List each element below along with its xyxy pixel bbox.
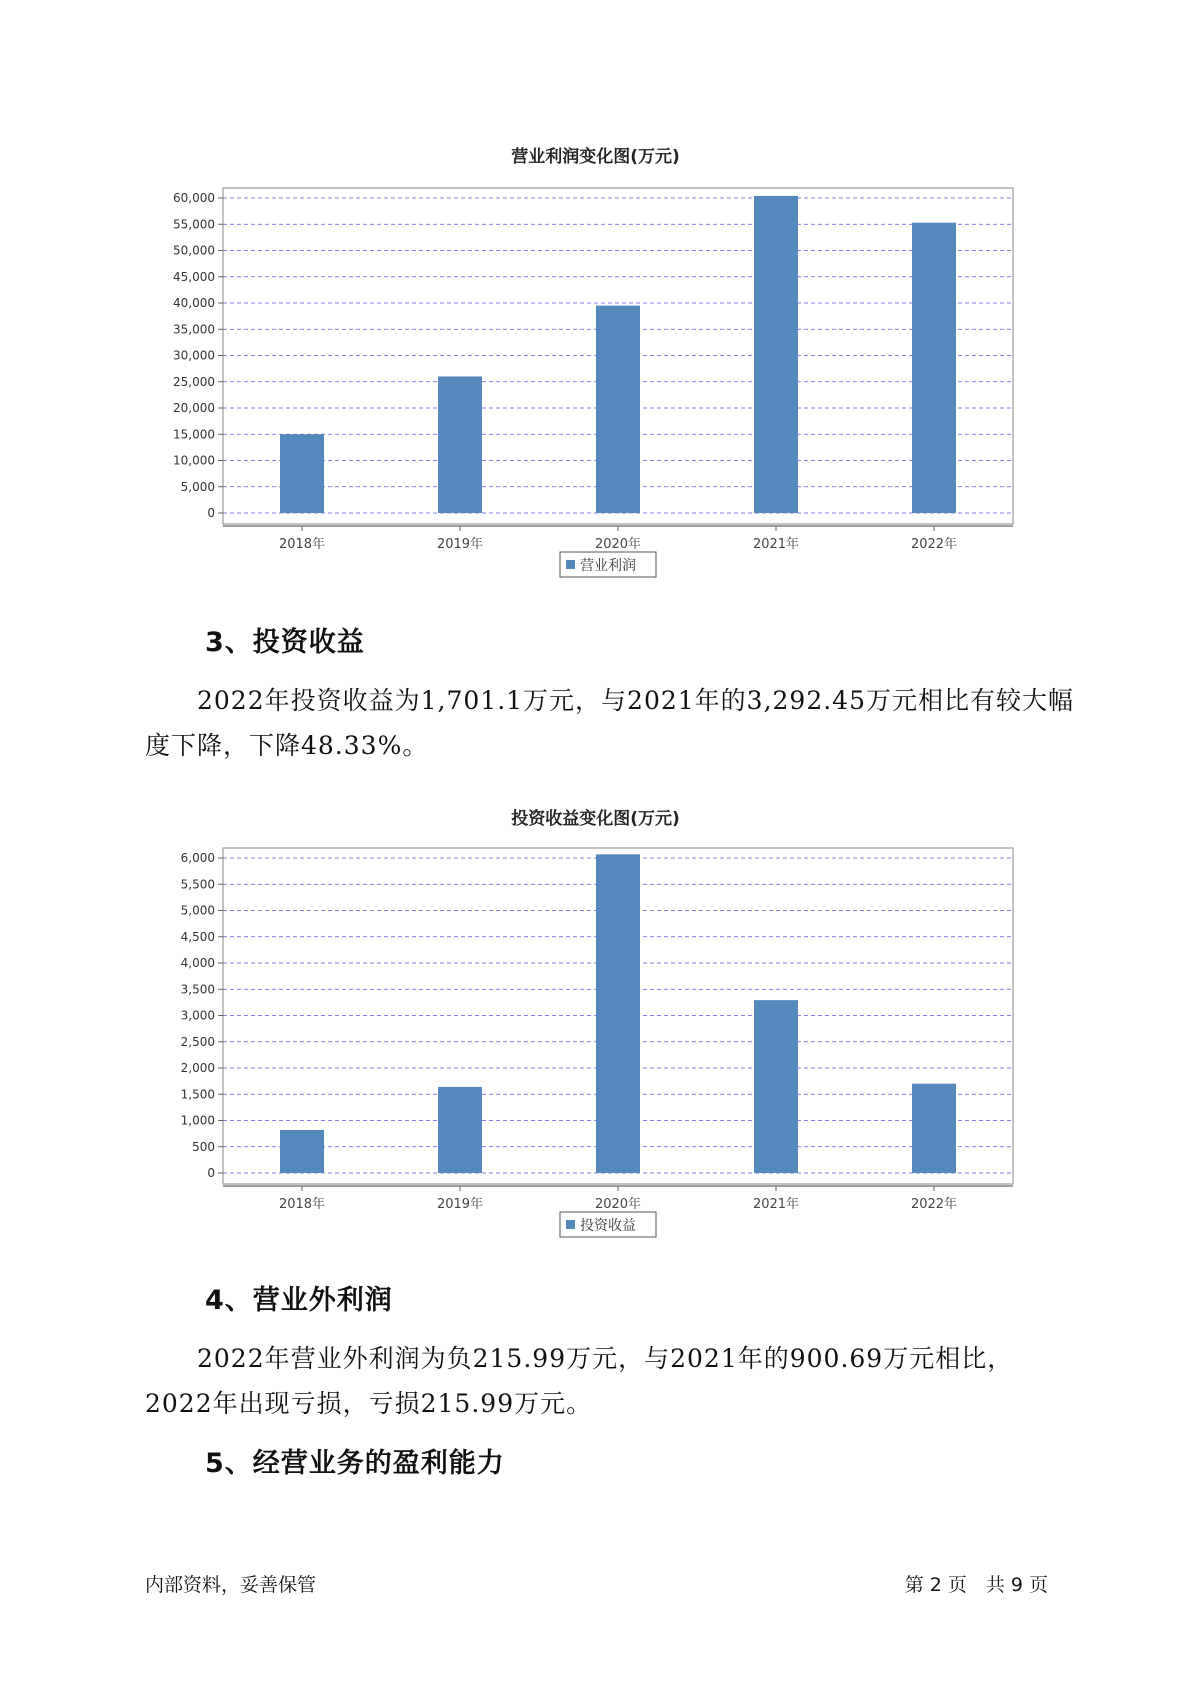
y-tick-label: 25,000 — [173, 374, 215, 389]
chart2-investment-income — [0, 840, 1191, 1260]
legend-label: 投资收益 — [580, 1218, 636, 1234]
x-tick-label: 2020年 — [594, 1197, 642, 1212]
y-tick-label: 6,000 — [180, 851, 215, 865]
footer-confidential-note: 内部资料，妥善保管 — [145, 1574, 317, 1596]
section3-heading: 3、投资收益 — [205, 627, 365, 658]
y-tick-label: 5,000 — [180, 903, 215, 918]
page-current: 2 — [929, 1574, 942, 1596]
section4-paragraph: 2022年营业外利润为负215.99万元，与2021年的900.69万元相比，2022年出现亏损，亏损215.99万元。 — [145, 1344, 1014, 1418]
x-tick-label: 2022年 — [910, 1197, 958, 1212]
bar — [596, 306, 640, 513]
y-tick-label: 3,500 — [180, 982, 215, 997]
chart1-title: 营业利润变化图(万元) — [511, 147, 680, 167]
bar — [754, 196, 798, 513]
y-tick-label: 0 — [207, 1166, 215, 1180]
y-tick-label: 30,000 — [173, 348, 215, 363]
page-suffix: 页 — [1028, 1574, 1048, 1596]
page-total: 9 — [1010, 1574, 1023, 1596]
legend-swatch — [566, 1220, 575, 1229]
section5-heading: 5、经营业务的盈利能力 — [205, 1448, 505, 1479]
page-prefix: 第 — [904, 1574, 924, 1596]
y-tick-label: 20,000 — [173, 401, 215, 415]
x-tick-label: 2018年 — [278, 1197, 326, 1212]
y-tick-label: 1,500 — [180, 1087, 215, 1102]
x-tick-label: 2021年 — [752, 1197, 800, 1212]
legend-swatch — [566, 560, 575, 569]
y-tick-label: 50,000 — [173, 243, 215, 258]
y-tick-label: 4,500 — [180, 929, 215, 944]
y-tick-label: 2,500 — [180, 1034, 215, 1049]
chart1-operating-profit — [0, 180, 1191, 600]
y-tick-label: 1,000 — [180, 1113, 215, 1128]
y-tick-label: 35,000 — [173, 322, 215, 337]
y-tick-label: 500 — [192, 1139, 215, 1154]
y-tick-label: 2,000 — [180, 1061, 215, 1075]
y-tick-label: 4,000 — [180, 956, 215, 970]
x-tick-label: 2021年 — [752, 537, 800, 552]
legend-label: 营业利润 — [580, 558, 636, 574]
page-mid: 页 共 — [947, 1574, 1005, 1596]
y-tick-label: 60,000 — [173, 191, 215, 205]
x-tick-label: 2020年 — [594, 537, 642, 552]
section4-heading: 4、营业外利润 — [205, 1285, 393, 1316]
bar — [438, 377, 482, 514]
bar — [912, 1084, 956, 1173]
bar — [438, 1087, 482, 1173]
y-tick-label: 55,000 — [173, 217, 215, 232]
y-tick-label: 0 — [207, 506, 215, 520]
y-tick-label: 45,000 — [173, 269, 215, 284]
x-tick-label: 2019年 — [436, 1197, 484, 1212]
y-tick-label: 3,000 — [180, 1008, 215, 1023]
y-tick-label: 5,000 — [180, 479, 215, 494]
section3-paragraph: 2022年投资收益为1,701.1万元，与2021年的3,292.45万元相比有较大幅度下降，下降48.33%。 — [145, 686, 1074, 760]
y-tick-label: 10,000 — [173, 453, 215, 468]
y-tick-label: 5,500 — [180, 877, 215, 892]
x-tick-label: 2019年 — [436, 537, 484, 552]
bar — [596, 854, 640, 1173]
chart2-title: 投资收益变化图(万元) — [511, 809, 680, 829]
bar — [754, 1000, 798, 1173]
y-tick-label: 40,000 — [173, 296, 215, 310]
x-tick-label: 2022年 — [910, 537, 958, 552]
y-tick-label: 15,000 — [173, 427, 215, 442]
footer-page-number — [902, 1570, 1051, 1597]
bar — [280, 1130, 324, 1173]
x-tick-label: 2018年 — [278, 537, 326, 552]
bar — [912, 223, 956, 513]
bar — [280, 434, 324, 513]
